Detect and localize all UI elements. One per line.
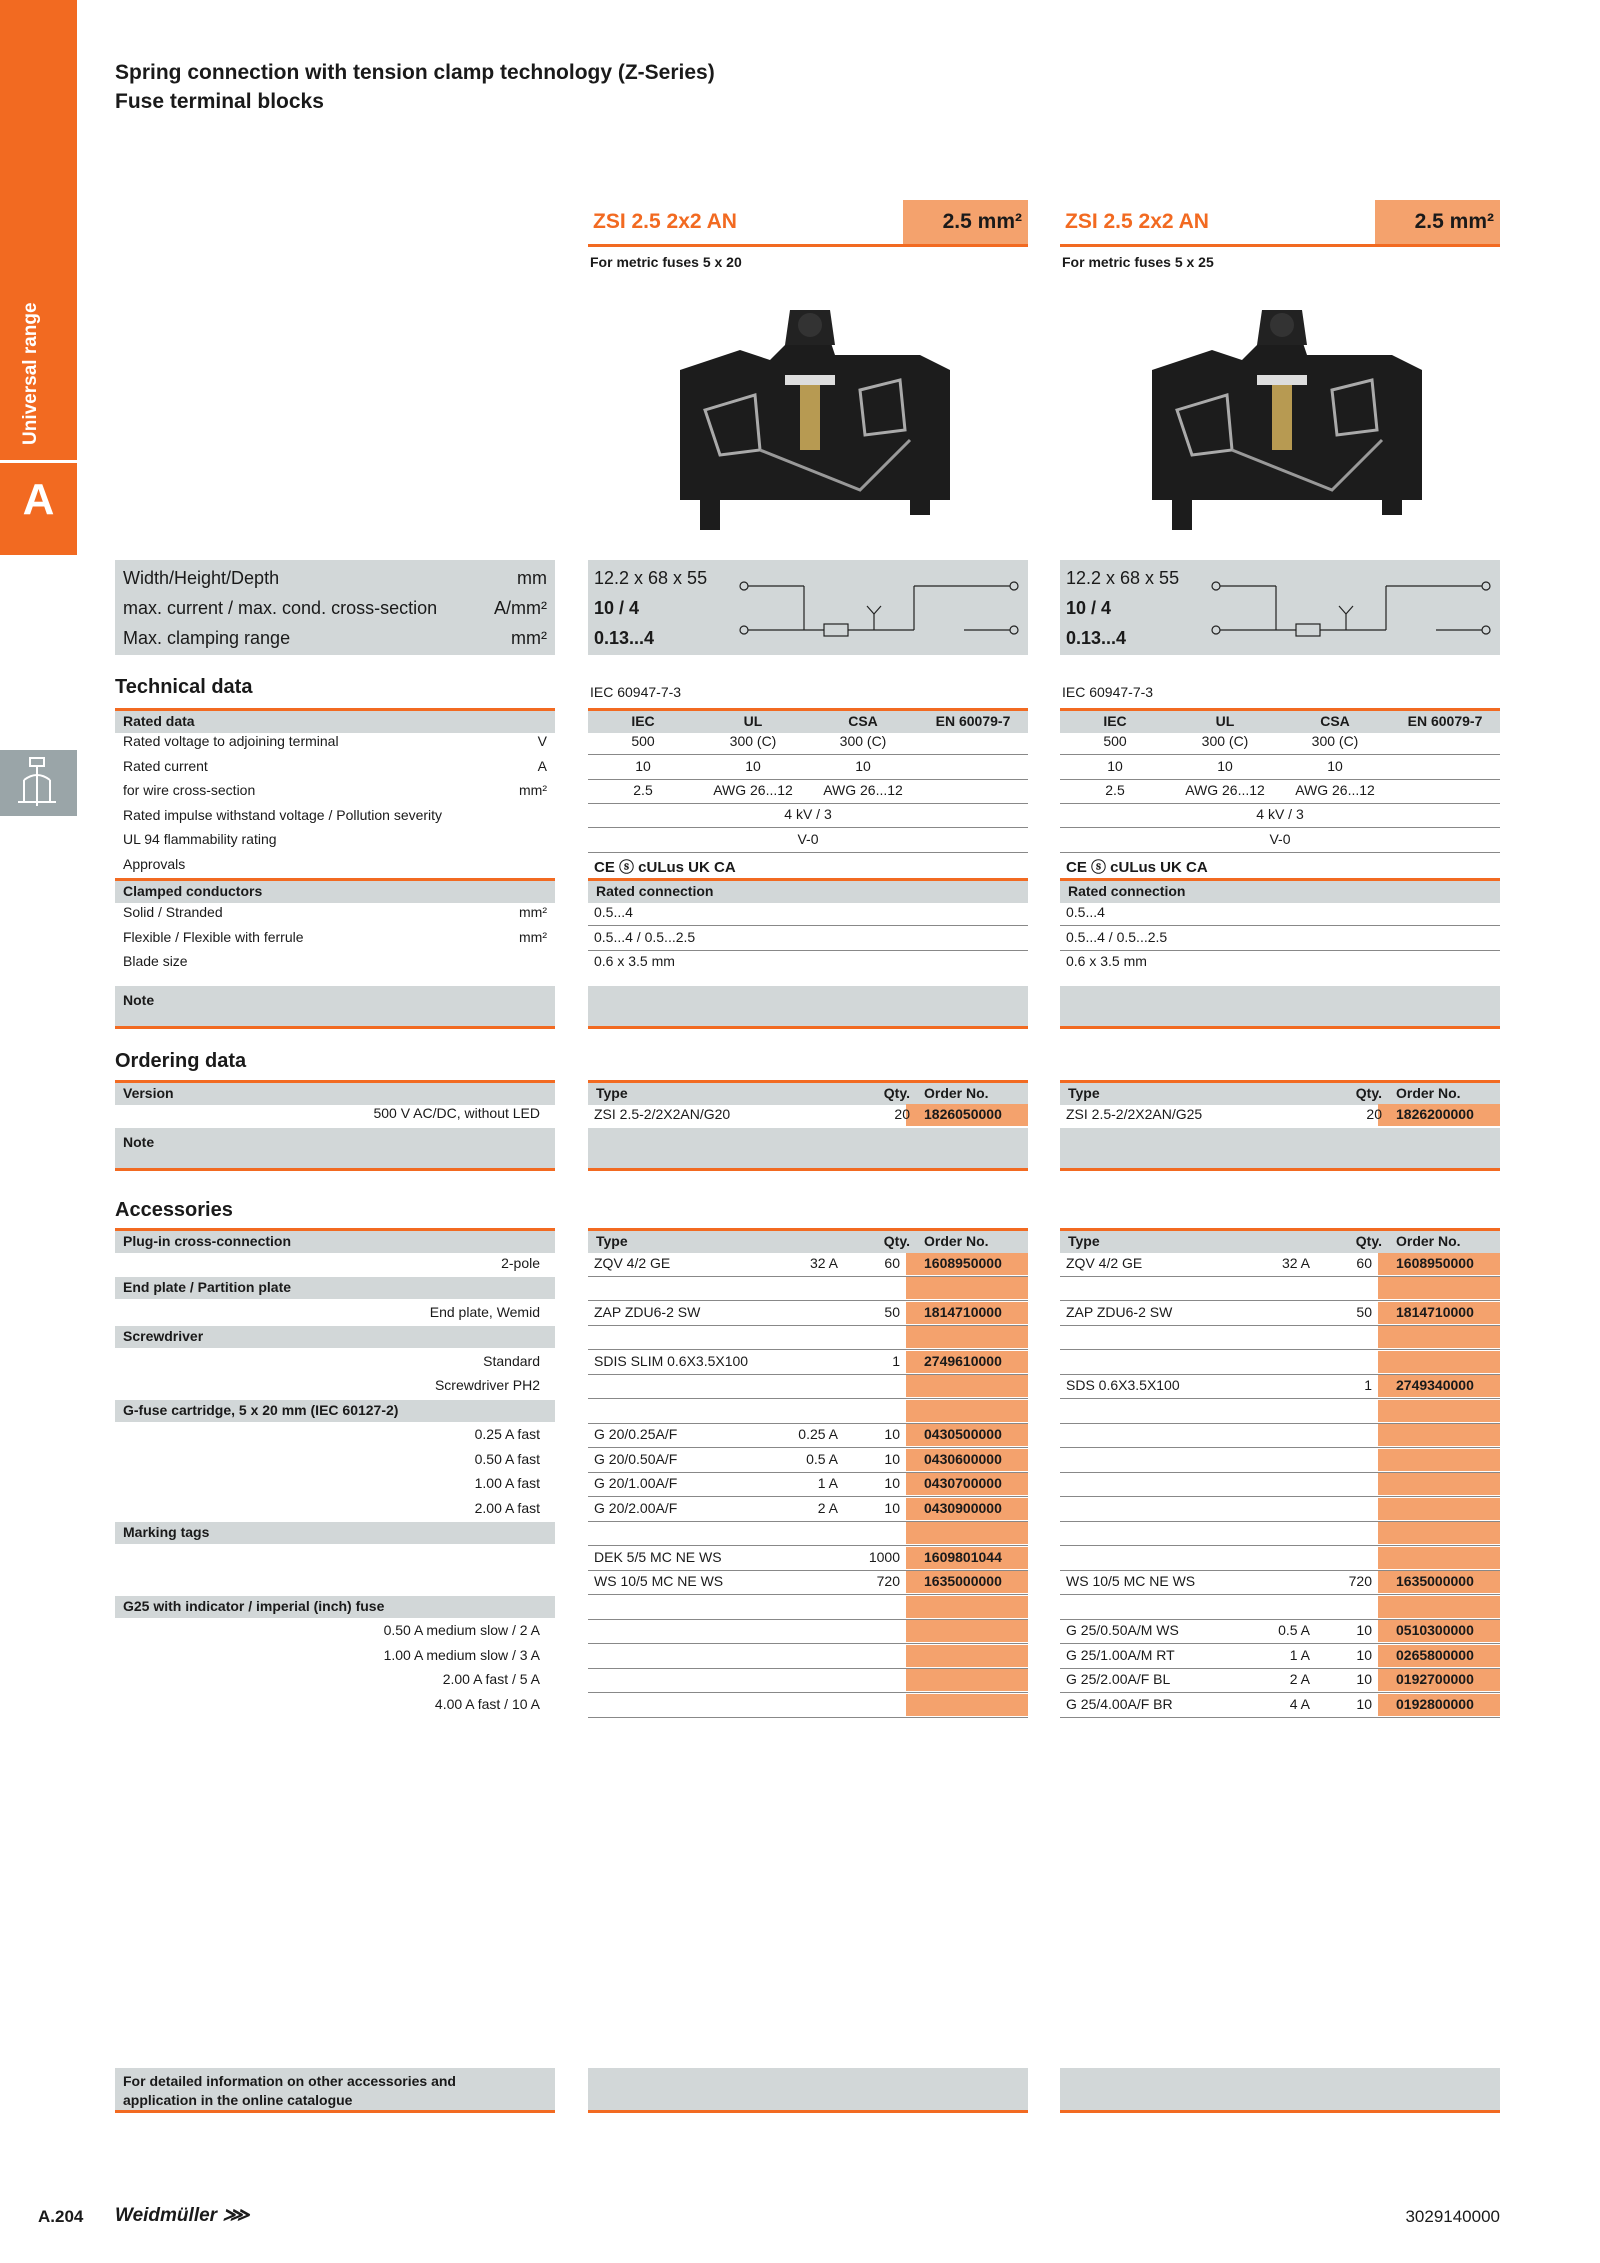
impulse-value: 4 kV / 3 xyxy=(784,806,832,822)
accessory-rule xyxy=(1060,1717,1500,1718)
accessory-qty: 10 xyxy=(884,1426,900,1442)
accessory-item-label: 2-pole xyxy=(501,1254,540,1271)
tech-row-label: Approvals xyxy=(123,855,186,872)
rating-rule xyxy=(1060,803,1500,804)
accessory-order-number[interactable]: 0430900000 xyxy=(924,1499,1002,1516)
rating-rule xyxy=(1060,827,1500,828)
clamp-row-label: Blade size xyxy=(123,953,188,969)
tech-note-col xyxy=(588,986,1028,1029)
type-col-head: Type xyxy=(1068,1085,1100,1101)
order-note xyxy=(115,1128,555,1171)
accessory-qty: 50 xyxy=(1356,1303,1372,1320)
order-note-col xyxy=(588,1128,1028,1171)
spec-value-box xyxy=(588,560,1028,655)
accessory-order-number[interactable]: 2749610000 xyxy=(924,1352,1002,1369)
order-no-col-head: Order No. xyxy=(924,1233,989,1249)
type-col-head: Type xyxy=(1068,1233,1100,1249)
rated-connection-label: Rated connection xyxy=(596,883,714,899)
rating-rule xyxy=(588,827,1028,828)
accessory-order-bg xyxy=(1378,1473,1500,1495)
order-qty: 20 xyxy=(1366,1106,1382,1122)
product-image xyxy=(660,300,960,540)
cross-section-value: 2.5 mm² xyxy=(1414,210,1494,233)
accessory-type: G 20/2.00A/F xyxy=(594,1499,678,1516)
ul94-value: V-0 xyxy=(797,831,819,847)
rated-data-header-label: Rated data xyxy=(123,713,195,729)
rating-rule xyxy=(588,950,1028,951)
accessory-order-bg xyxy=(1378,1498,1500,1520)
ratings-col-head: EN 60079-7 xyxy=(1407,713,1483,729)
accessory-type: G 25/1.00A/M RT xyxy=(1066,1646,1175,1663)
accessory-rating: 1 A xyxy=(817,1475,838,1491)
accessory-order-number[interactable]: 2749340000 xyxy=(1396,1377,1474,1393)
catalogue-note xyxy=(115,2068,555,2113)
accessory-order-bg xyxy=(1378,1547,1500,1569)
accessory-order-number[interactable]: 1635000000 xyxy=(924,1573,1002,1589)
approval-marks: CE ⓢ cULus UK CA xyxy=(1066,859,1208,876)
accessory-type: ZQV 4/2 GE xyxy=(1066,1254,1143,1271)
rating-rule xyxy=(1060,779,1500,780)
accessory-type: G 25/2.00A/F BL xyxy=(1066,1671,1171,1687)
fuse-terminal-icon xyxy=(0,750,77,816)
accessory-group-label: Marking tags xyxy=(123,1524,210,1540)
accessory-type: G 20/0.25A/F xyxy=(594,1426,678,1442)
spec-label: Max. clamping range xyxy=(123,628,291,648)
rating-cell: 300 (C) xyxy=(1311,733,1359,749)
accessory-rating: 0.25 A xyxy=(798,1426,838,1442)
order-note-label: Note xyxy=(123,1134,155,1150)
fuse-category-tab[interactable] xyxy=(0,750,77,816)
accessory-item-label: 0.50 A fast xyxy=(474,1450,540,1467)
tech-row-label: UL 94 flammability rating xyxy=(123,831,277,847)
accessory-qty: 10 xyxy=(1356,1671,1372,1687)
section-letter: A xyxy=(22,475,55,524)
accessory-qty: 1 xyxy=(892,1352,900,1369)
product-name: ZSI 2.5 2x2 AN xyxy=(1065,210,1209,233)
accessory-order-bg xyxy=(1378,1277,1500,1299)
clamped-conductors-header xyxy=(115,878,555,903)
rating-rule xyxy=(588,852,1028,853)
order-no-col-head: Order No. xyxy=(1396,1085,1461,1101)
accessory-group-label: Plug-in cross-connection xyxy=(123,1233,292,1249)
page-title xyxy=(115,58,715,116)
rating-cell: 500 xyxy=(1103,733,1127,749)
brand-mark-icon: ⋙ xyxy=(222,2205,250,2226)
spec-label: max. current / max. cond. cross-section xyxy=(123,598,438,618)
accessory-type: WS 10/5 MC NE WS xyxy=(1066,1573,1196,1589)
circuit-diagram-wrap xyxy=(734,566,1024,651)
spec-unit: mm² xyxy=(511,628,547,648)
accessory-type: DEK 5/5 MC NE WS xyxy=(594,1548,722,1565)
accessory-group-label: Screwdriver xyxy=(123,1328,204,1344)
type-col-head: Type xyxy=(596,1085,628,1101)
conductor-solid: 0.5...4 xyxy=(1066,904,1105,920)
accessory-qty: 50 xyxy=(884,1303,900,1320)
order-no-col-head: Order No. xyxy=(924,1085,989,1101)
accessory-group-label: G-fuse cartridge, 5 x 20 mm (IEC 60127-2) xyxy=(123,1401,399,1418)
accessory-order-bg xyxy=(906,1645,1028,1667)
accessory-qty: 720 xyxy=(1348,1573,1372,1589)
accessory-type: G 20/1.00A/F xyxy=(594,1475,678,1491)
accessory-order-number[interactable]: 0192700000 xyxy=(1396,1671,1474,1687)
version-label: Version xyxy=(123,1085,174,1101)
rating-cell: AWG 26...12 xyxy=(713,782,793,798)
catalogue-note-col2 xyxy=(1060,2068,1500,2113)
ul94-value: V-0 xyxy=(1269,831,1291,847)
qty-col-head: Qty. xyxy=(1355,1085,1382,1101)
rated-connection-label: Rated connection xyxy=(1068,883,1186,899)
order-table-header xyxy=(1060,1080,1500,1105)
catalogue-note-line-1: For detailed information on other accessories and xyxy=(123,2073,456,2089)
accessory-qty: 1 xyxy=(1364,1377,1372,1393)
accessory-item-label: 2.00 A fast / 5 A xyxy=(442,1671,540,1687)
qty-col-head: Qty. xyxy=(883,1233,910,1249)
order-no-col-head: Order No. xyxy=(1396,1233,1461,1249)
conductor-blade: 0.6 x 3.5 mm xyxy=(594,953,675,969)
accessory-order-number[interactable]: 1635000000 xyxy=(1396,1573,1474,1589)
rating-cell: 10 xyxy=(1107,757,1123,774)
accessory-qty: 10 xyxy=(884,1450,900,1467)
catalogue-note-line-2: application in the online catalogue xyxy=(123,2092,353,2108)
catalogue-note-col1 xyxy=(588,2068,1028,2113)
accessory-group-label: G25 with indicator / imperial (inch) fuse xyxy=(123,1597,385,1614)
accessory-order-number[interactable]: 0430500000 xyxy=(924,1426,1002,1442)
accessory-type: G 20/0.50A/F xyxy=(594,1450,678,1467)
accessory-item-label: 4.00 A fast / 10 A xyxy=(434,1695,540,1712)
accessory-order-bg xyxy=(906,1400,1028,1422)
terminal-block-image xyxy=(1132,300,1432,540)
accessory-group-header xyxy=(115,1277,555,1299)
technical-data-title: Technical data xyxy=(115,676,253,698)
order-table-header xyxy=(1060,1228,1500,1253)
cross-section-badge xyxy=(903,200,1028,244)
fuse-size-note: For metric fuses 5 x 25 xyxy=(1062,254,1214,270)
order-number[interactable]: 1826050000 xyxy=(924,1106,1002,1122)
rating-rule xyxy=(1060,754,1500,755)
accessory-item-label: Screwdriver PH2 xyxy=(434,1377,540,1393)
accessory-rating: 2 A xyxy=(817,1499,838,1516)
tech-note-label: Note xyxy=(123,992,155,1008)
approval-marks: CE ⓢ cULus UK CA xyxy=(594,859,736,876)
accessory-type: ZAP ZDU6-2 SW xyxy=(594,1303,701,1320)
rating-cell: 300 (C) xyxy=(729,733,777,749)
title-line-2: Fuse terminal blocks xyxy=(115,90,324,113)
accessory-rating: 32 A xyxy=(1281,1254,1310,1271)
accessory-item-label: 0.50 A medium slow / 2 A xyxy=(383,1622,540,1638)
tech-row-label: Rated impulse withstand voltage / Pollution severity xyxy=(123,806,443,823)
rating-cell: 300 (C) xyxy=(1201,733,1249,749)
accessory-group-header xyxy=(115,1522,555,1544)
cross-section-value: 2.5 mm² xyxy=(942,210,1022,233)
clamping-value: 0.13...4 xyxy=(594,628,655,648)
rating-rule xyxy=(588,754,1028,755)
order-table-header xyxy=(588,1228,1028,1253)
ratings-col-head: UL xyxy=(743,713,763,729)
tech-row-label: Rated current xyxy=(123,757,208,774)
clamp-row-unit: mm² xyxy=(519,928,547,945)
accessory-order-number[interactable]: 1608950000 xyxy=(924,1254,1002,1271)
accessory-rating: 1 A xyxy=(1289,1646,1310,1663)
accessory-qty: 10 xyxy=(884,1475,900,1491)
rating-rule xyxy=(588,779,1028,780)
order-table-header xyxy=(588,1080,1028,1105)
rating-rule xyxy=(1060,852,1500,853)
rating-cell: 500 xyxy=(631,733,655,749)
accessory-type: SDIS SLIM 0.6X3.5X100 xyxy=(594,1352,749,1369)
tech-row-unit: mm² xyxy=(519,782,547,798)
accessory-order-bg xyxy=(906,1277,1028,1299)
accessory-type: SDS 0.6X3.5X100 xyxy=(1066,1377,1180,1393)
accessory-order-bg xyxy=(906,1375,1028,1397)
accessory-order-number[interactable]: 1814710000 xyxy=(1396,1303,1474,1320)
accessory-qty: 10 xyxy=(1356,1622,1372,1638)
standard-label: IEC 60947-7-3 xyxy=(590,684,682,700)
accessory-order-bg xyxy=(906,1522,1028,1544)
version-value: 500 V AC/DC, without LED xyxy=(373,1105,540,1121)
accessory-order-number[interactable]: 0265800000 xyxy=(1396,1646,1474,1663)
spec-label: Width/Height/Depth xyxy=(123,568,280,588)
accessory-rule xyxy=(588,1717,1028,1718)
accessory-order-bg xyxy=(906,1596,1028,1618)
conductor-blade: 0.6 x 3.5 mm xyxy=(1066,953,1147,969)
accessory-type: G 25/4.00A/F BR xyxy=(1066,1695,1173,1712)
product-title-bar xyxy=(588,200,1028,247)
catalogue-code: 3029140000 xyxy=(1405,2207,1500,2226)
product-name: ZSI 2.5 2x2 AN xyxy=(593,210,737,233)
spec-unit: mm xyxy=(517,568,547,588)
product-title-bar xyxy=(1060,200,1500,247)
rating-rule xyxy=(588,925,1028,926)
accessory-order-number[interactable]: 0430700000 xyxy=(924,1475,1002,1491)
dimensions-value: 12.2 x 68 x 55 xyxy=(1066,568,1180,588)
rating-rule xyxy=(1060,950,1500,951)
accessory-order-number[interactable]: 1608950000 xyxy=(1396,1254,1474,1271)
tech-row-label: for wire cross-section xyxy=(123,782,256,798)
fuse-size-note: For metric fuses 5 x 20 xyxy=(590,254,742,270)
sidebar-divider xyxy=(0,460,77,463)
ratings-col-head: CSA xyxy=(1320,713,1350,729)
rating-cell: 300 (C) xyxy=(839,733,887,749)
order-qty: 20 xyxy=(894,1106,910,1122)
rating-cell: 10 xyxy=(1217,757,1233,774)
accessory-qty: 10 xyxy=(884,1499,900,1516)
dimensions-value: 12.2 x 68 x 55 xyxy=(594,568,708,588)
ratings-header xyxy=(1060,708,1500,733)
qty-col-head: Qty. xyxy=(883,1085,910,1101)
accessory-rating: 32 A xyxy=(809,1254,838,1271)
circuit-diagram xyxy=(734,566,1024,646)
ratings-header xyxy=(588,708,1028,733)
tech-note xyxy=(115,986,555,1029)
accessory-order-bg xyxy=(1378,1596,1500,1618)
ordering-data-title: Ordering data xyxy=(115,1050,247,1072)
accessory-order-bg xyxy=(1378,1400,1500,1422)
accessory-order-bg xyxy=(906,1694,1028,1716)
accessory-order-bg xyxy=(906,1620,1028,1642)
rated-data-header xyxy=(115,708,555,733)
ratings-col-head: EN 60079-7 xyxy=(935,713,1011,729)
rating-cell: 2.5 xyxy=(633,782,653,798)
ratings-col-head: IEC xyxy=(631,713,655,729)
clamped-conductors-header-label: Clamped conductors xyxy=(123,883,263,899)
terminal-block-image xyxy=(660,300,960,540)
conductor-solid: 0.5...4 xyxy=(594,904,633,920)
circuit-diagram-wrap xyxy=(1206,566,1496,651)
conductor-flexible: 0.5...4 / 0.5...2.5 xyxy=(594,928,696,945)
accessory-qty: 10 xyxy=(1356,1695,1372,1712)
accessory-qty: 10 xyxy=(1356,1646,1372,1663)
accessory-qty: 60 xyxy=(1356,1254,1372,1271)
accessory-order-number[interactable]: 0510300000 xyxy=(1396,1622,1474,1638)
accessory-qty: 1000 xyxy=(868,1548,900,1565)
rating-cell: 10 xyxy=(855,757,871,774)
version-header xyxy=(115,1080,555,1105)
current-value: 10 / 4 xyxy=(594,598,640,618)
accessory-item-label: 0.25 A fast xyxy=(474,1426,540,1442)
accessory-rating: 2 A xyxy=(1289,1671,1310,1687)
current-value: 10 / 4 xyxy=(1066,598,1112,618)
rating-cell: 2.5 xyxy=(1105,782,1125,798)
order-type: ZSI 2.5-2/2X2AN/G20 xyxy=(594,1106,731,1122)
accessories-title: Accessories xyxy=(115,1199,233,1221)
order-type: ZSI 2.5-2/2X2AN/G25 xyxy=(1066,1106,1203,1122)
standard-label: IEC 60947-7-3 xyxy=(1062,684,1154,700)
accessory-order-number[interactable]: 1814710000 xyxy=(924,1303,1002,1320)
accessory-order-bg xyxy=(906,1669,1028,1691)
accessory-group-header xyxy=(115,1228,555,1253)
accessory-type: G 25/0.50A/M WS xyxy=(1066,1622,1179,1638)
conductor-flexible: 0.5...4 / 0.5...2.5 xyxy=(1066,928,1168,945)
type-col-head: Type xyxy=(596,1233,628,1249)
accessory-item-label: 1.00 A fast xyxy=(474,1475,540,1491)
spec-unit: A/mm² xyxy=(494,598,547,618)
clamp-row-label: Flexible / Flexible with ferrule xyxy=(123,928,304,945)
accessory-item-label: 1.00 A medium slow / 3 A xyxy=(383,1646,540,1663)
accessory-group-header xyxy=(115,1596,555,1618)
rating-cell: 10 xyxy=(635,757,651,774)
rating-rule xyxy=(1060,925,1500,926)
accessory-order-bg xyxy=(906,1326,1028,1348)
ratings-col-head: IEC xyxy=(1103,713,1127,729)
rating-cell: AWG 26...12 xyxy=(823,782,903,798)
rated-connection-header xyxy=(1060,878,1500,903)
clamp-row-unit: mm² xyxy=(519,904,547,920)
accessory-rating: 4 A xyxy=(1289,1695,1310,1712)
product-image xyxy=(1132,300,1432,540)
rated-connection-header xyxy=(588,878,1028,903)
accessory-item-label: Standard xyxy=(483,1352,540,1369)
accessory-qty: 720 xyxy=(876,1573,900,1589)
brand-logo: Weidmüller ⋙ xyxy=(115,2205,250,2226)
clamp-row-label: Solid / Stranded xyxy=(123,904,223,920)
accessory-order-bg xyxy=(1378,1424,1500,1446)
rating-rule xyxy=(588,803,1028,804)
tech-row-label: Rated voltage to adjoining terminal xyxy=(123,733,339,749)
tech-row-unit: A xyxy=(537,757,547,774)
qty-col-head: Qty. xyxy=(1355,1233,1382,1249)
accessory-rating: 0.5 A xyxy=(1278,1622,1310,1638)
accessory-type: WS 10/5 MC NE WS xyxy=(594,1573,724,1589)
impulse-value: 4 kV / 3 xyxy=(1256,806,1304,822)
accessory-rating: 0.5 A xyxy=(806,1450,838,1467)
accessory-order-bg xyxy=(1378,1326,1500,1348)
accessory-order-number[interactable]: 1609801044 xyxy=(924,1548,1002,1565)
accessory-qty: 60 xyxy=(884,1254,900,1271)
page-number: A.204 xyxy=(38,2207,84,2226)
spec-value-box xyxy=(1060,560,1500,655)
accessory-order-bg xyxy=(1378,1351,1500,1373)
accessory-order-bg xyxy=(1378,1522,1500,1544)
accessory-type: ZAP ZDU6-2 SW xyxy=(1066,1303,1173,1320)
order-note-col xyxy=(1060,1128,1500,1171)
accessory-group-header xyxy=(115,1400,555,1422)
ratings-col-head: CSA xyxy=(848,713,878,729)
sidebar-strip xyxy=(0,0,77,555)
tech-row-unit: V xyxy=(537,733,547,749)
accessory-order-number[interactable]: 0430600000 xyxy=(924,1450,1002,1467)
accessory-type: ZQV 4/2 GE xyxy=(594,1254,671,1271)
rating-cell: 10 xyxy=(1327,757,1343,774)
accessory-item-label: End plate, Wemid xyxy=(429,1303,540,1320)
tech-note-col xyxy=(1060,986,1500,1029)
accessory-group-header xyxy=(115,1326,555,1348)
clamping-value: 0.13...4 xyxy=(1066,628,1127,648)
accessory-order-number[interactable]: 0192800000 xyxy=(1396,1695,1474,1712)
order-number[interactable]: 1826200000 xyxy=(1396,1106,1474,1122)
accessory-item-label: 2.00 A fast xyxy=(474,1499,540,1516)
accessory-order-bg xyxy=(1378,1449,1500,1471)
accessory-group-label: End plate / Partition plate xyxy=(123,1279,292,1295)
rating-cell: AWG 26...12 xyxy=(1295,782,1375,798)
circuit-diagram xyxy=(1206,566,1496,646)
ratings-col-head: UL xyxy=(1215,713,1235,729)
rating-cell: 10 xyxy=(745,757,761,774)
cross-section-badge xyxy=(1375,200,1500,244)
title-line-1: Spring connection with tension clamp technology (Z-Series) xyxy=(115,61,715,84)
rating-cell: AWG 26...12 xyxy=(1185,782,1265,798)
